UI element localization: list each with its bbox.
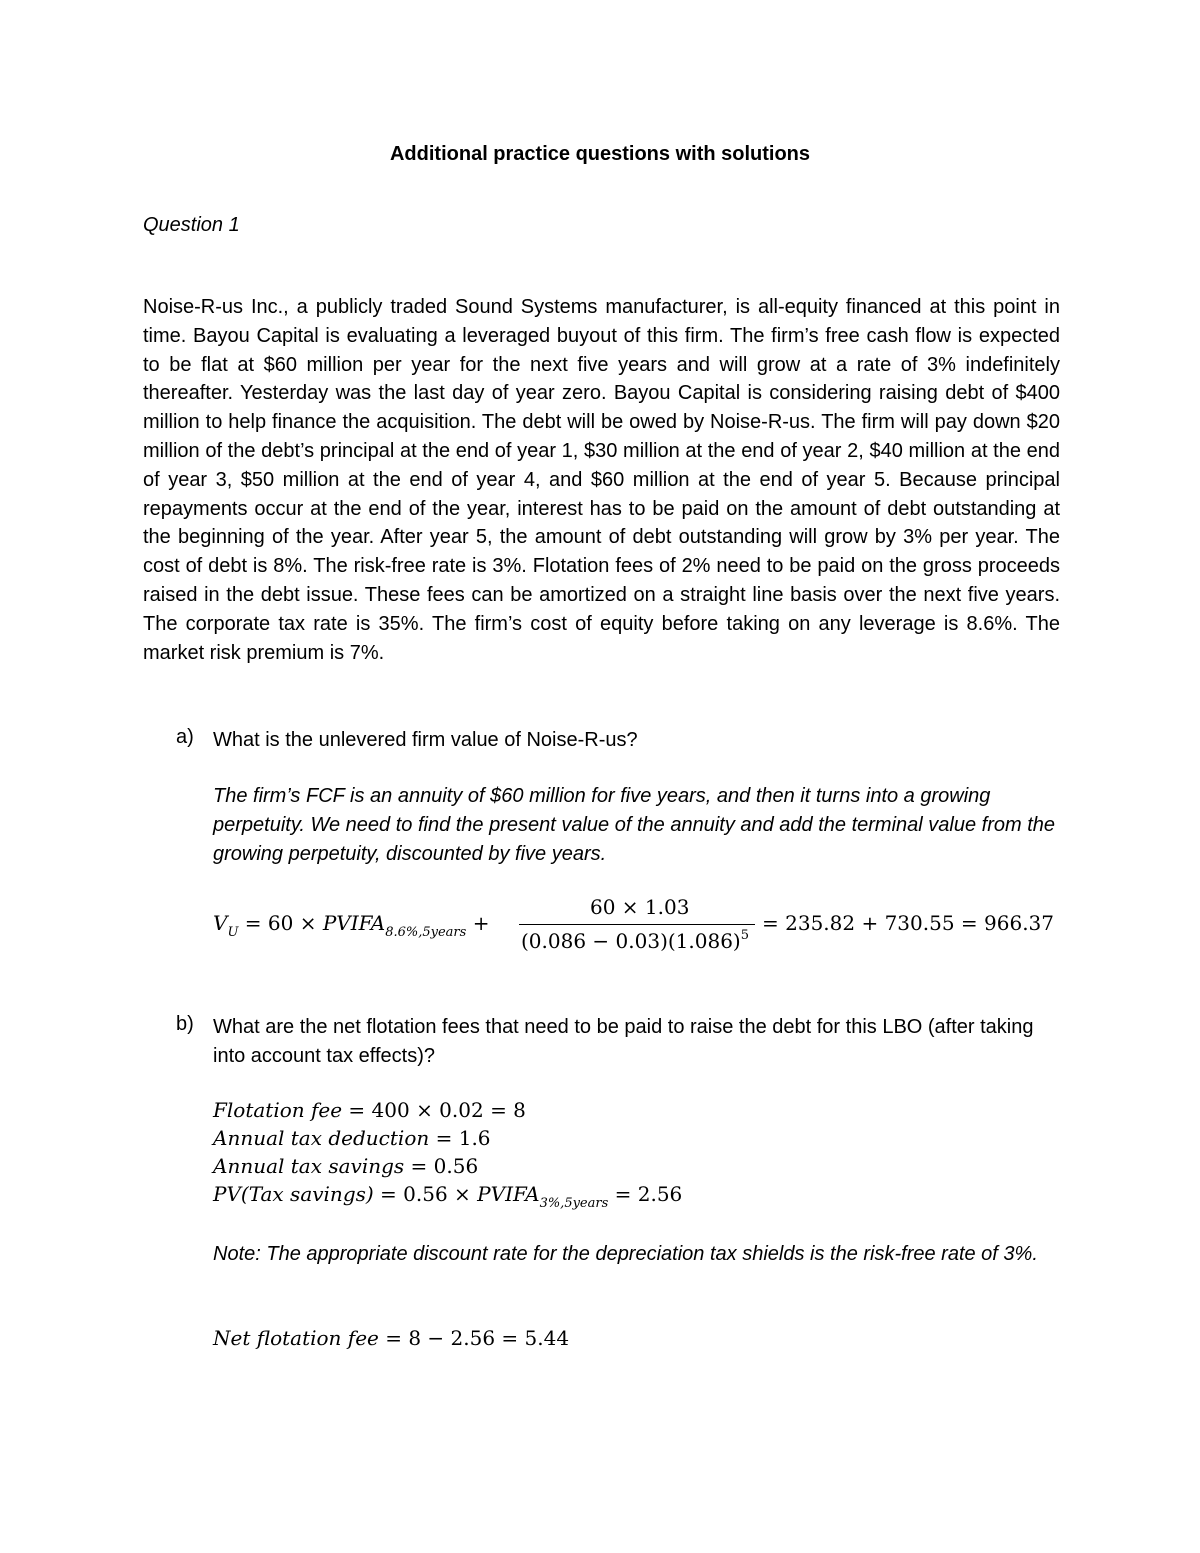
flotation-fee-lhs: Flotation fee (213, 1098, 343, 1122)
discount-rate-note: Note: The appropriate discount rate for the depreciation tax shields is the risk-free rate of 3%. (213, 1243, 1038, 1265)
net-flotation-rhs: = 8 − 2.56 = 5.44 (378, 1326, 570, 1350)
eq-lhs-sub: U (227, 925, 239, 940)
eq-numerator: 60 × 1.03 (590, 895, 690, 919)
page-title: Additional practice questions with solutions (389, 143, 811, 165)
annual-tax-deduction-lhs: Annual tax deduction (213, 1126, 430, 1150)
net-flotation-fee-line (213, 1326, 569, 1350)
eq-pvifa-sub: 8.6%,5years (385, 925, 467, 940)
part-b-label: b) (176, 1013, 194, 1035)
eq-term1: = 60 × (244, 911, 323, 935)
question-label: Question 1 (143, 214, 240, 236)
flotation-fee-line (213, 1098, 526, 1122)
annual-tax-deduction-line (213, 1126, 491, 1150)
part-a-label: a) (176, 726, 194, 748)
annual-tax-savings-line (213, 1154, 478, 1178)
eq-den-exp: 5 (740, 928, 750, 943)
fraction-bar (519, 924, 755, 925)
pv-pvifa: PVIFA (477, 1182, 540, 1206)
pv-pvifa-sub: 3%,5years (539, 1196, 609, 1211)
pv-lhs: PV(Tax savings) (213, 1182, 374, 1206)
pv-rhs: = 2.56 (608, 1182, 683, 1206)
eq-plus: + (472, 911, 490, 935)
annual-tax-savings-rhs: = 0.56 (404, 1154, 479, 1178)
flotation-fee-rhs: = 400 × 0.02 = 8 (342, 1098, 526, 1122)
part-a-question: What is the unlevered firm value of Noise-R-us? (213, 729, 638, 751)
eq-lhs-var: V (213, 911, 228, 935)
eq-result: = 235.82 + 730.55 = 966.37 (762, 911, 1055, 935)
eq-denominator: (0.086 − 0.03)(1.086) (521, 929, 741, 953)
part-b-question: What are the net flotation fees that need to be paid to raise the debt for this LBO (after taking into account tax effects)? (213, 1016, 1034, 1067)
pv-tax-savings-line (213, 1182, 683, 1211)
annual-tax-deduction-rhs: = 1.6 (429, 1126, 491, 1150)
net-flotation-lhs: Net flotation fee (213, 1326, 379, 1350)
pv-mid: = 0.56 × (373, 1182, 478, 1206)
part-a-explanation: The firm’s FCF is an annuity of $60 million for five years, and then it turns into a growing perpetuity. We need to find the present value of the annuity and add the terminal value from the growing perpetuity, discounted by five years. (213, 785, 1056, 865)
annual-tax-savings-lhs: Annual tax savings (213, 1154, 405, 1178)
problem-text: Noise-R-us Inc., a publicly traded Sound Systems manufacturer, is all-equity financed at this point in time. Bayou Capital is evaluating a leveraged buyout of this firm. The firm’s free cash flow is expected to be flat at $60 million per year for the next five years and will grow at a rate of 3% indefinitely thereafter. Yesterday was the last day of year zero. Bayou Capital is considering raising debt of $400 million to help finance the acquisition. The debt will be owed by Noise-R-us. The firm will pay down $20 million of the debt’s principal at the end of year 1, $30 million at the end of year 2, $40 million at the end of year 3, $50 million at the end of year 4, and $60 million at the end of year 5. Because principal repayments occur at the end of the year, interest has to be paid on the amount of debt outstanding at the beginning of the year. After year 5, the amount of debt outstanding will grow by 3% per year. The cost of debt is 8%. The risk-free rate is 3%. Flotation fees of 2% need to be paid on the gross proceeds raised in the debt issue. These fees can be amortized on a straight line basis over the next five years. The corporate tax rate is 35%. The firm’s cost of equity before taking on any leverage is 8.6%. The market risk premium is 7%. (143, 296, 1060, 664)
eq-pvifa: PVIFA (322, 911, 386, 935)
